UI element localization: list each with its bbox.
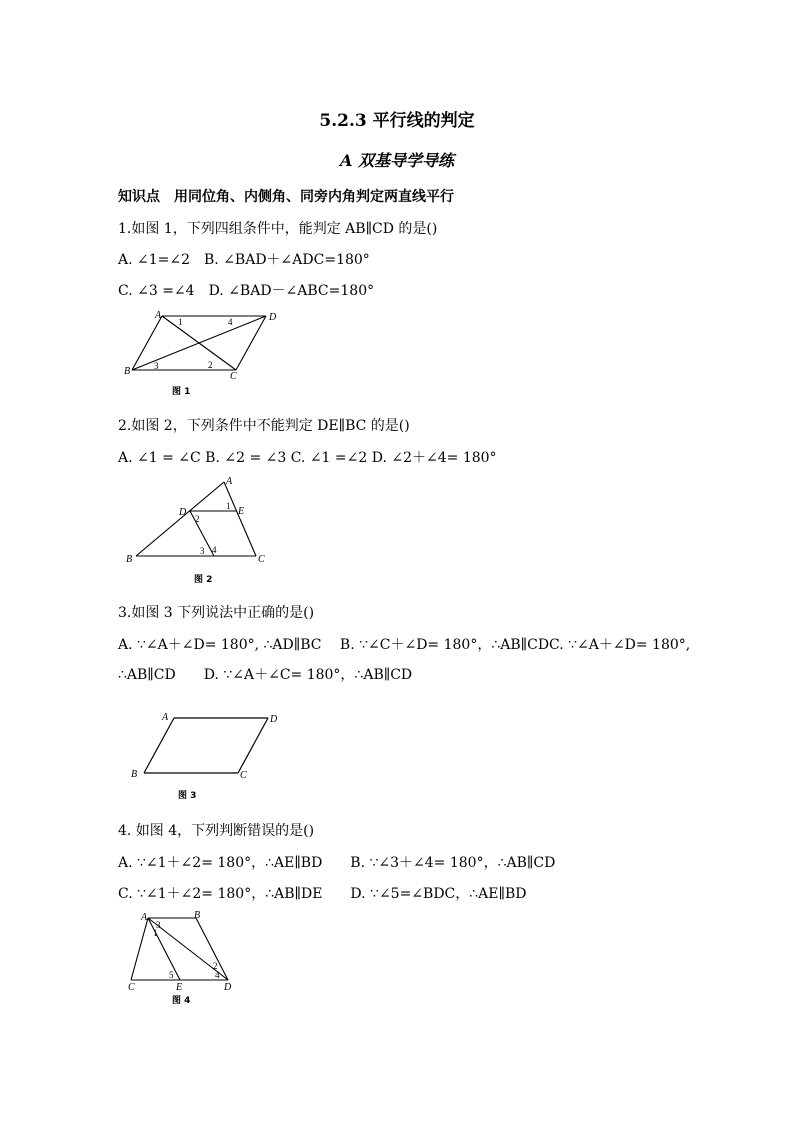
q2-options: A. ∠1 = ∠C B. ∠2 = ∠3 C. ∠1 =∠2 D. ∠2＋∠4= 180° <box>118 450 497 466</box>
figure-3 <box>118 700 288 804</box>
fig2-angle-4: 4 <box>212 545 217 555</box>
fig2-angle-3: 3 <box>200 546 205 556</box>
q3-options-line2: ∴AB∥CD D. ∵∠A＋∠C= 180°，∴AB∥CD <box>118 667 413 683</box>
fig4-angle-5: 5 <box>169 970 174 980</box>
fig4-caption: 图 4 <box>172 996 191 1006</box>
figure-1 <box>118 308 278 400</box>
fig2-caption: 图 2 <box>194 575 213 585</box>
q1-options-cd: C. ∠3 =∠4 D. ∠BAD－∠ABC=180° <box>118 283 375 299</box>
fig1-angle-3: 3 <box>154 361 159 371</box>
fig4-angle-2: 2 <box>213 961 218 971</box>
fig2-angle-2: 2 <box>195 514 200 524</box>
fig2-label-D: D <box>179 507 187 518</box>
q3-options-line1: A. ∵∠A＋∠D= 180°, ∴AD∥BC B. ∵∠C＋∠D= 180°，∴AB∥CDC. ∵∠A＋∠D= 180°, <box>118 637 691 653</box>
page-title: 5.2.3 平行线的判定 <box>319 111 475 131</box>
figure-2 <box>118 472 278 588</box>
section-subtitle: A 双基导学导练 <box>340 151 454 170</box>
fig4-angle-1: 1 <box>153 928 158 938</box>
fig4-label-E: E <box>176 982 183 993</box>
fig1-caption: 图 1 <box>172 387 191 397</box>
figure-4 <box>118 908 248 1008</box>
fig4-label-D: D <box>224 982 232 993</box>
knowledge-point: 知识点 用同位角、内侧角、同旁内角判定两直线平行 <box>118 189 454 205</box>
fig1-label-B: B <box>124 366 131 377</box>
q1-stem: 1.如图 1，下列四组条件中，能判定 AB∥CD 的是() <box>118 221 438 237</box>
fig4-label-A: A <box>141 912 148 923</box>
fig1-angle-4: 4 <box>228 317 233 327</box>
fig3-label-A: A <box>162 712 169 723</box>
fig1-angle-2: 2 <box>208 360 213 370</box>
q4-stem: 4. 如图 4，下列判断错误的是() <box>118 823 315 839</box>
fig1-angle-1: 1 <box>178 317 183 327</box>
fig4-label-C: C <box>128 982 135 993</box>
fig3-label-C: C <box>240 770 247 781</box>
q2-stem: 2.如图 2，下列条件中不能判定 DE∥BC 的是() <box>118 418 410 434</box>
fig1-label-D: D <box>269 312 277 323</box>
q3-stem: 3.如图 3 下列说法中正确的是() <box>118 605 315 621</box>
fig2-label-B: B <box>126 554 133 565</box>
fig4-angle-4: 4 <box>215 970 220 980</box>
fig4-label-B: B <box>194 910 201 921</box>
fig2-angle-1: 1 <box>226 501 231 511</box>
fig4-angle-3: 3 <box>156 920 161 930</box>
fig1-label-A: A <box>155 310 162 321</box>
fig2-label-C: C <box>258 554 265 565</box>
q1-options-ab: A. ∠1=∠2 B. ∠BAD＋∠ADC=180° <box>118 252 370 268</box>
fig3-label-D: D <box>270 714 278 725</box>
fig1-label-C: C <box>230 371 237 382</box>
q4-options-ab: A. ∵∠1＋∠2= 180°，∴AE∥BD B. ∵∠3＋∠4= 180°，∴AB∥CD <box>118 855 556 871</box>
fig3-caption: 图 3 <box>178 791 197 801</box>
fig3-label-B: B <box>131 769 138 780</box>
fig2-label-A: A <box>226 476 233 487</box>
fig2-label-E: E <box>238 506 245 517</box>
q4-options-cd: C. ∵∠1＋∠2= 180°，∴AB∥DE D. ∵∠5=∠BDC，∴AE∥BD <box>118 886 527 902</box>
